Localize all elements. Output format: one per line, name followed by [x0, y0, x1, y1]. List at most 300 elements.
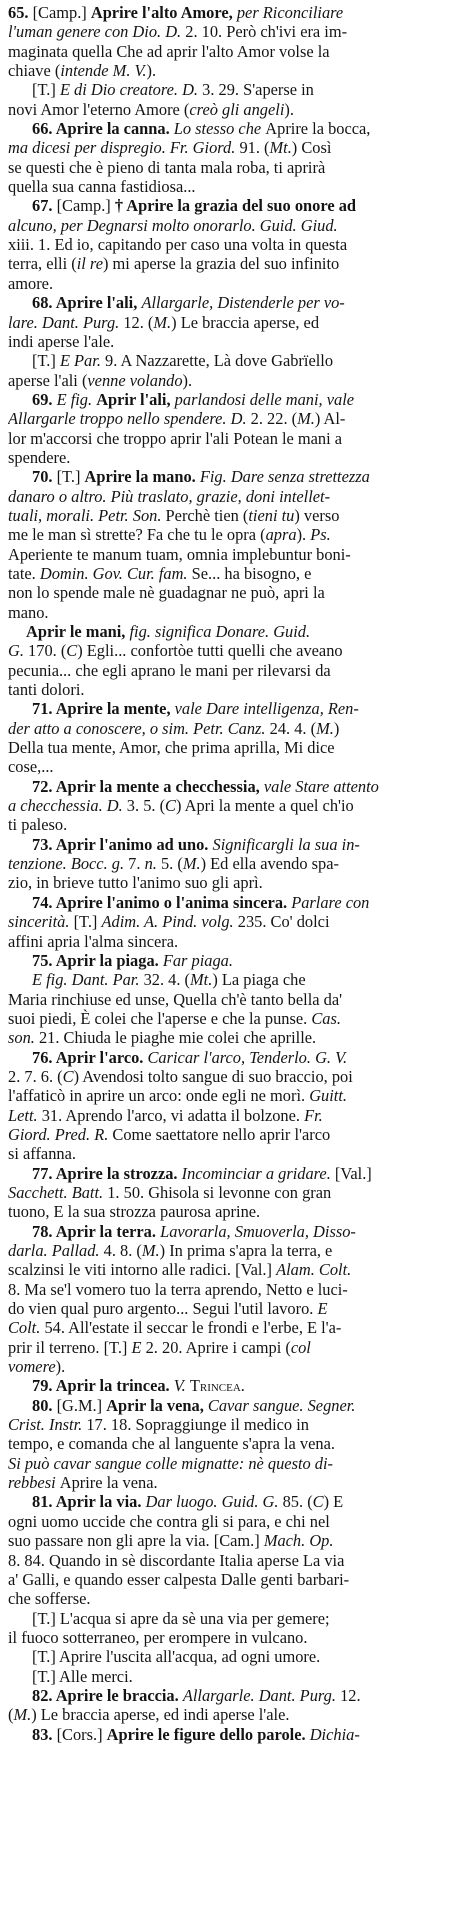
text-line	[8, 1144, 461, 1163]
text-line	[8, 138, 461, 157]
text-line	[8, 1725, 461, 1744]
definition-text: son.	[8, 1028, 39, 1048]
definition-text: Cas.	[311, 1008, 341, 1028]
text-line	[8, 1086, 461, 1105]
text-line	[8, 1531, 461, 1550]
body-text: 3. 5. (	[126, 796, 166, 816]
body-text: [Cors.]	[56, 1724, 107, 1744]
body-text: ) Ed ella avendo spa-	[200, 854, 339, 874]
entry-headword: Aprir la vena,	[106, 1395, 208, 1415]
definition-text: Allargarle, Distenderle per vo-	[141, 293, 345, 313]
entry-headword: 72.	[32, 776, 56, 796]
text-line	[8, 1028, 461, 1047]
body-text: 2. 22. (	[250, 409, 298, 429]
body-text: ogni uomo uccide che contra gli si para, e chi nel	[8, 1511, 330, 1531]
definition-text: C	[62, 1066, 74, 1086]
definition-text: M.	[13, 1705, 32, 1725]
text-line	[8, 912, 461, 931]
body-text: ti paleso.	[8, 815, 68, 835]
definition-text: C	[312, 1492, 324, 1512]
text-line	[8, 1434, 461, 1453]
entry-headword: Aprire la strozza.	[55, 1163, 182, 1183]
text-line	[8, 313, 461, 332]
entry-headword: 70.	[32, 467, 57, 487]
text-line	[8, 293, 461, 312]
text-line	[8, 854, 461, 873]
text-line	[8, 1686, 461, 1705]
body-text: tempo, e comanda che al languente s'apra la vena.	[8, 1434, 335, 1454]
text-line	[8, 42, 461, 61]
entry-headword: 69.	[32, 389, 57, 409]
definition-text: E fig.	[56, 389, 97, 409]
body-text: ) E	[323, 1492, 344, 1512]
text-line	[8, 216, 461, 235]
definition-text: Sacchett. Batt.	[8, 1182, 108, 1202]
body-text: Maria rinchiuse ed unse, Quella ch'è tanto bella da'	[8, 989, 343, 1009]
definition-text: lare. Dant. Purg.	[8, 312, 124, 332]
text-line	[8, 506, 461, 525]
entry-headword: 77.	[32, 1163, 56, 1183]
text-line	[8, 1667, 461, 1686]
text-line	[8, 119, 461, 138]
entry-headword: 67.	[32, 196, 57, 216]
body-text: Aprire la vena.	[59, 1473, 158, 1493]
body-text: ) Le braccia aperse, ed	[171, 312, 320, 332]
definition-text: Ps.	[310, 525, 331, 545]
definition-text: V.	[173, 1376, 190, 1396]
definition-text: Domin. Gov. Cur. fam.	[39, 563, 192, 583]
body-text: ) In prima s'apra la terra, e	[159, 1241, 333, 1260]
entry-headword: Aprir l'animo ad uno.	[55, 834, 213, 854]
body-text: zio, in brieve tutto l'animo suo gli aprì.	[8, 873, 263, 893]
text-line	[8, 158, 461, 177]
definition-text: G.	[8, 641, 29, 661]
body-text: ).	[296, 525, 311, 545]
definition-text: il re	[76, 254, 103, 274]
body-text: si affanna.	[8, 1144, 76, 1164]
definition-text: Guitt.	[309, 1086, 348, 1106]
body-text: T.	[37, 351, 51, 371]
text-line	[8, 796, 461, 815]
text-line	[8, 1125, 461, 1144]
definition-text: n.	[144, 854, 157, 874]
text-line	[8, 1551, 461, 1570]
definition-text: darla. Pallad.	[8, 1241, 104, 1260]
body-text: tuono, E la sua strozza paurosa aprine.	[8, 1202, 261, 1222]
entry-headword: Aprire la mano.	[84, 467, 200, 487]
definition-text: C	[165, 796, 176, 816]
body-text: tanti dolori.	[8, 680, 85, 700]
definition-text: Alam. Colt.	[276, 1260, 352, 1280]
entry-headword: 66.	[32, 119, 56, 139]
text-line	[8, 603, 461, 622]
text-line	[8, 699, 461, 718]
definition-text: Lavorarla, Smuoverla, Disso-	[160, 1221, 356, 1241]
text-line	[8, 1183, 461, 1202]
body-text: affini apria l'alma sincera.	[8, 931, 179, 951]
text-line	[8, 893, 461, 912]
entry-headword: 73.	[32, 834, 56, 854]
entry-headword: Aprire la mente,	[55, 699, 175, 719]
definition-text: E fig. Dant. Par.	[32, 970, 144, 990]
definition-text: Lo stesso che	[173, 119, 266, 139]
definition-text: Fr.	[304, 1105, 323, 1125]
text-line	[8, 661, 461, 680]
body-text: 21. Chiuda le piaghe mie colei che aprille.	[38, 1028, 317, 1048]
body-text: [T.] Alle merci.	[32, 1666, 133, 1686]
body-text: ) verso	[294, 505, 340, 525]
body-text: ) Le braccia aperse, ed indi aperse l'ale.	[31, 1705, 290, 1725]
text-line	[8, 80, 461, 99]
body-text: 54. All'estate il seccar le frondi e l'erbe, E l'a-	[44, 1318, 342, 1338]
text-line	[8, 100, 461, 119]
definition-text: Dichia-	[309, 1724, 360, 1744]
body-text: cose,...	[8, 757, 54, 777]
body-text: do vien qual puro argento... Segui l'util lavoro.	[8, 1299, 318, 1319]
body-text: 3. 29. S'aperse in	[202, 80, 314, 100]
body-text: [	[32, 80, 38, 100]
body-text: ) Così	[291, 138, 332, 158]
definition-text: E Par.	[59, 351, 106, 371]
definition-text: Fig. Dare senza strettezza	[199, 467, 370, 487]
body-text: non lo spende male nè guadagnar ne può, apri la	[8, 583, 325, 603]
definition-text: ma dicesi per dispregio. Fr. Giord.	[8, 138, 240, 158]
entry-headword: Aprir la mente a checchessia,	[55, 776, 264, 796]
entry-headword: Aprir la trincea.	[55, 1376, 174, 1396]
definition-text: Giord. Pred. R.	[8, 1124, 113, 1144]
body-text: 1. 50. Ghisola si levonne con gran	[107, 1182, 332, 1202]
text-line	[8, 757, 461, 776]
entry-headword: 81.	[32, 1492, 56, 1512]
text-line	[8, 3, 461, 22]
entry-headword: Aprir la terra.	[55, 1221, 161, 1241]
definition-text: vomere	[8, 1357, 56, 1377]
text-line	[8, 22, 461, 41]
definition-text: Allargarle. Dant. Purg.	[182, 1685, 341, 1705]
body-text: [	[32, 351, 38, 371]
text-line	[8, 680, 461, 699]
definition-text: Mach. Op.	[263, 1531, 334, 1551]
text-line	[8, 332, 461, 351]
body-text: 32. 4. (	[143, 970, 190, 990]
body-text: 2. 7. 6. (	[8, 1066, 63, 1086]
body-text: ) Avendosi tolto sangue di suo braccio, poi	[73, 1066, 353, 1086]
text-line	[8, 970, 461, 989]
definition-text: tuali, morali. Petr. Son.	[8, 505, 166, 525]
text-line	[8, 1396, 461, 1415]
definition-text: danaro o altro. Più traslato, grazie, doni intellet-	[8, 486, 331, 506]
body-text: ]	[50, 80, 60, 100]
entry-headword: 74.	[32, 892, 56, 912]
definition-text: vale Stare attento	[263, 776, 379, 796]
text-line	[8, 622, 461, 641]
definition-text: rebbesi	[8, 1473, 60, 1493]
text-line	[8, 835, 461, 854]
body-text: ).	[146, 61, 157, 81]
entry-headword: 71.	[32, 699, 56, 719]
body-text: [T.] Aprire l'uscita all'acqua, ad ogni umore.	[32, 1647, 321, 1667]
body-text: ).	[284, 99, 294, 119]
text-line	[8, 1609, 461, 1628]
body-text: (	[8, 1705, 14, 1725]
body-text: [Camp.]	[32, 3, 91, 22]
body-text: l'affaticò in aprire un arco: onde egli ne morì.	[8, 1086, 310, 1106]
body-text: [G.M.]	[56, 1395, 107, 1415]
definition-text: Incominciar a gridare.	[181, 1163, 335, 1183]
definition-text: fig. significa Donare. Guid.	[129, 622, 311, 641]
body-text: se questi che è pieno di tanta mala roba, ti aprirà	[8, 157, 326, 177]
text-line	[8, 641, 461, 660]
text-line	[8, 1492, 461, 1511]
definition-text: creò gli angeli	[189, 99, 285, 119]
body-text: )	[333, 718, 340, 738]
text-line	[8, 1067, 461, 1086]
body-text: mano.	[8, 602, 49, 622]
text-line	[8, 390, 461, 409]
entry-headword: Aprir l'ali,	[96, 389, 175, 409]
body-text: Della tua mente, Amor, che prima aprilla, Mi dice	[8, 738, 335, 758]
definition-text: l'uman genere con Dio. D.	[8, 22, 186, 42]
text-line	[8, 1454, 461, 1473]
text-line	[8, 932, 461, 951]
body-text: xiii. 1. Ed io, capitando per caso una volta in questa	[8, 235, 348, 255]
body-text: 9. A Nazzarette, Là dove Gabrïello	[105, 351, 334, 371]
text-line	[8, 1705, 461, 1724]
text-line	[8, 61, 461, 80]
body-text: 31. Aprendo l'arco, vi adatta il bolzone.	[41, 1105, 305, 1125]
body-text: ) La piaga che	[212, 970, 306, 990]
definition-text: M.	[153, 312, 172, 332]
body-text: 170. (	[28, 641, 67, 661]
body-text: 24. 4. (	[269, 718, 317, 738]
text-line	[8, 351, 461, 370]
text-line	[8, 1202, 461, 1221]
entry-headword: Aprir le mani,	[26, 622, 130, 641]
definition-text: intende M. V.	[60, 61, 147, 81]
entry-headword: 76.	[32, 1047, 56, 1067]
body-text: ) Egli... confortòe tutti quelli che aveano	[77, 641, 343, 661]
definition-text: E	[131, 1337, 146, 1357]
definition-text: Mt.	[190, 970, 213, 990]
body-text: [T.]	[56, 467, 85, 487]
text-line	[8, 1589, 461, 1608]
body-text: 12.	[340, 1685, 361, 1705]
text-line	[8, 254, 461, 273]
definition-text: Caricar l'arco, Tenderlo. G. V.	[147, 1047, 348, 1067]
body-text: 2. 10. Però ch'ivi era im-	[185, 22, 348, 42]
body-text: scalzinsi le viti intorno alle radici. [Val.]	[8, 1260, 277, 1280]
body-text: 91. (	[239, 138, 270, 158]
text-line	[8, 1009, 461, 1028]
entry-headword: 65.	[8, 3, 33, 22]
text-line	[8, 487, 461, 506]
text-line	[8, 196, 461, 215]
body-text: maginata quella Che ad aprir l'alto Amor volse la	[8, 41, 330, 61]
definition-text: Dar luogo. Guid. G.	[145, 1492, 283, 1512]
body-text: amore.	[8, 273, 54, 293]
text-line	[8, 1299, 461, 1318]
text-line	[8, 583, 461, 602]
body-text: 12. (	[123, 312, 154, 332]
text-line	[8, 274, 461, 293]
definition-text: parlandosi delle mani, vale	[174, 389, 355, 409]
body-text: Come saettatore nello aprir l'arco	[112, 1124, 331, 1144]
definition-text: venne volando	[87, 370, 183, 390]
definition-text: E di Dio creatore. D.	[59, 80, 203, 100]
body-text: ) mi aperse la grazia del suo infinito	[102, 254, 340, 274]
body-text: 17. 18. Sopraggiunge il medico in	[86, 1415, 309, 1435]
text-line	[8, 429, 461, 448]
text-line	[8, 719, 461, 738]
definition-text: Significargli la sua in-	[212, 834, 360, 854]
text-line	[8, 1415, 461, 1434]
entry-headword: Aprir la piaga.	[55, 950, 163, 970]
definition-text: sincerità.	[8, 912, 74, 932]
body-text: Aperiente te manum tuam, omnia implebuntur boni-	[8, 544, 351, 564]
body-text: terra, elli (	[8, 254, 77, 274]
text-line	[8, 1260, 461, 1279]
definition-text: Mt.	[269, 138, 292, 158]
definition-text: Colt.	[8, 1318, 45, 1338]
definition-text: a checchessia. D.	[8, 796, 127, 816]
body-text: Se... ha bisogno, e	[191, 563, 312, 583]
entry-headword: Aprire le braccia.	[55, 1685, 183, 1705]
entry-headword: 68.	[32, 293, 56, 313]
body-text: novi Amor l'eterno Amore (	[8, 99, 190, 119]
entry-headword: 80.	[32, 1395, 57, 1415]
body-text: 235. Co' dolci	[237, 912, 330, 932]
body-text: [Val.]	[334, 1163, 372, 1183]
body-text: a' Galli, e quando esser calpesta Dalle genti barbari-	[8, 1569, 350, 1589]
body-text: suoi piedi, È colei che l'aperse e che la punse.	[8, 1008, 312, 1028]
entry-headword: 83.	[32, 1724, 57, 1744]
body-text: ).	[182, 370, 193, 390]
body-text: T.	[37, 80, 51, 100]
body-text: il fuoco sotterraneo, per erompere in vulcano.	[8, 1627, 308, 1647]
body-text: quella sua canna fastidiosa...	[8, 177, 196, 197]
text-line	[8, 1164, 461, 1183]
entry-headword: 79.	[32, 1376, 56, 1396]
text-line	[8, 815, 461, 834]
body-text: pecunia... che egli aprano le mani per rilevarsi da	[8, 660, 331, 680]
definition-text: Far piaga.	[162, 950, 233, 970]
entry-headword: 82.	[32, 1685, 56, 1705]
body-text: ).	[55, 1357, 66, 1377]
body-text: ) Al-	[314, 409, 346, 429]
body-text: [T.] L'acqua si apre da sè una via per gemere;	[32, 1608, 330, 1628]
text-line	[8, 525, 461, 544]
text-line	[8, 545, 461, 564]
body-text: [Camp.]	[56, 196, 115, 216]
definition-text: per Riconciliare	[236, 3, 344, 22]
entry-headword: Aprire la canna.	[55, 119, 174, 139]
definition-text: M.	[316, 718, 334, 738]
body-text: 2. 20. Aprire i campi (	[145, 1337, 291, 1357]
definition-text: M.	[297, 409, 315, 429]
entry-headword: Aprir l'arco.	[55, 1047, 148, 1067]
definition-text: tieni tu	[248, 505, 295, 525]
definition-text: Si può cavar sangue colle mignatte: nè questo di-	[8, 1453, 334, 1473]
entry-headword: † Aprire la grazia del suo onore ad	[114, 196, 357, 216]
definition-text: Adim. A. Pind. volg.	[101, 912, 238, 932]
text-line	[8, 1570, 461, 1589]
text-line	[8, 873, 461, 892]
body-text: [T.]	[73, 912, 102, 932]
body-text: aperse l'ali (	[8, 370, 88, 390]
definition-text: E	[317, 1299, 328, 1319]
body-text: Aprire la bocca,	[265, 119, 371, 139]
entry-headword: Aprire l'ali,	[55, 293, 142, 313]
text-line	[8, 990, 461, 1009]
definition-text: Cavar sangue. Segner.	[207, 1395, 356, 1415]
definition-text: M.	[141, 1241, 160, 1260]
text-line	[8, 1280, 461, 1299]
entry-headword: 78.	[32, 1221, 56, 1241]
body-text: tate.	[8, 563, 40, 583]
entry-headword: 75.	[32, 950, 56, 970]
text-line	[8, 177, 461, 196]
body-text: Perchè tien (	[165, 505, 249, 525]
definition-text: M.	[182, 854, 201, 874]
definition-text: Allargarle troppo nello spendere. D.	[8, 409, 251, 429]
definition-text: der atto a conoscere, o sim. Petr. Canz.	[8, 718, 270, 738]
definition-text: alcuno, per Degnarsi molto onorarlo. Guid. Giud.	[8, 215, 338, 235]
body-text: indi aperse l'ale.	[8, 331, 115, 351]
body-text: ) Apri la mente a quel ch'io	[175, 796, 354, 816]
text-line	[8, 1241, 461, 1260]
body-text: Trincea.	[189, 1376, 245, 1396]
body-text: 8. Ma se'l vomero tuo la terra aprendo, Netto e luci-	[8, 1279, 348, 1299]
definition-text: vale Dare intelligenza, Ren-	[174, 699, 359, 719]
text-line	[8, 1106, 461, 1125]
body-text: lor m'accorsi che troppo aprir l'ali Potean le mani a	[8, 428, 343, 448]
entry-headword: Aprire l'alto Amore,	[90, 3, 237, 22]
body-text: chiave (	[8, 61, 61, 81]
text-line	[8, 951, 461, 970]
text-line	[8, 1628, 461, 1647]
body-text: ]	[50, 351, 60, 371]
text-line	[8, 371, 461, 390]
body-text: che sofferse.	[8, 1589, 91, 1609]
body-text: me le man sì strette? Fa che tu le opra (	[8, 525, 266, 545]
definition-text: Lett.	[8, 1105, 42, 1125]
text-line	[8, 1222, 461, 1241]
text-line	[8, 564, 461, 583]
body-text: 8. 84. Quando in sè discordante Italia aperse La via	[8, 1550, 345, 1570]
text-line	[8, 1048, 461, 1067]
entry-headword: Aprir la via.	[55, 1492, 146, 1512]
definition-text: tenzione. Bocc. g.	[8, 854, 129, 874]
definition-text: Crist. Instr.	[8, 1415, 87, 1435]
text-line	[8, 467, 461, 486]
definition-text: col	[290, 1337, 311, 1357]
text-line	[8, 1473, 461, 1492]
body-text: spendere.	[8, 447, 71, 467]
text-line	[8, 1357, 461, 1376]
body-text: 85. (	[282, 1492, 313, 1512]
entry-headword: Aprire l'animo o l'anima sincera.	[55, 892, 292, 912]
body-text: 4. 8. (	[103, 1241, 142, 1260]
text-line	[8, 1318, 461, 1337]
definition-text: C	[66, 641, 78, 661]
body-text: 5. (	[156, 854, 183, 874]
text-line	[8, 235, 461, 254]
definition-text: apra	[265, 525, 297, 545]
entry-headword: Aprire le figure dello parole.	[106, 1724, 310, 1744]
text-line	[8, 1512, 461, 1531]
body-text: 7.	[128, 854, 145, 874]
text-line	[8, 1376, 461, 1395]
